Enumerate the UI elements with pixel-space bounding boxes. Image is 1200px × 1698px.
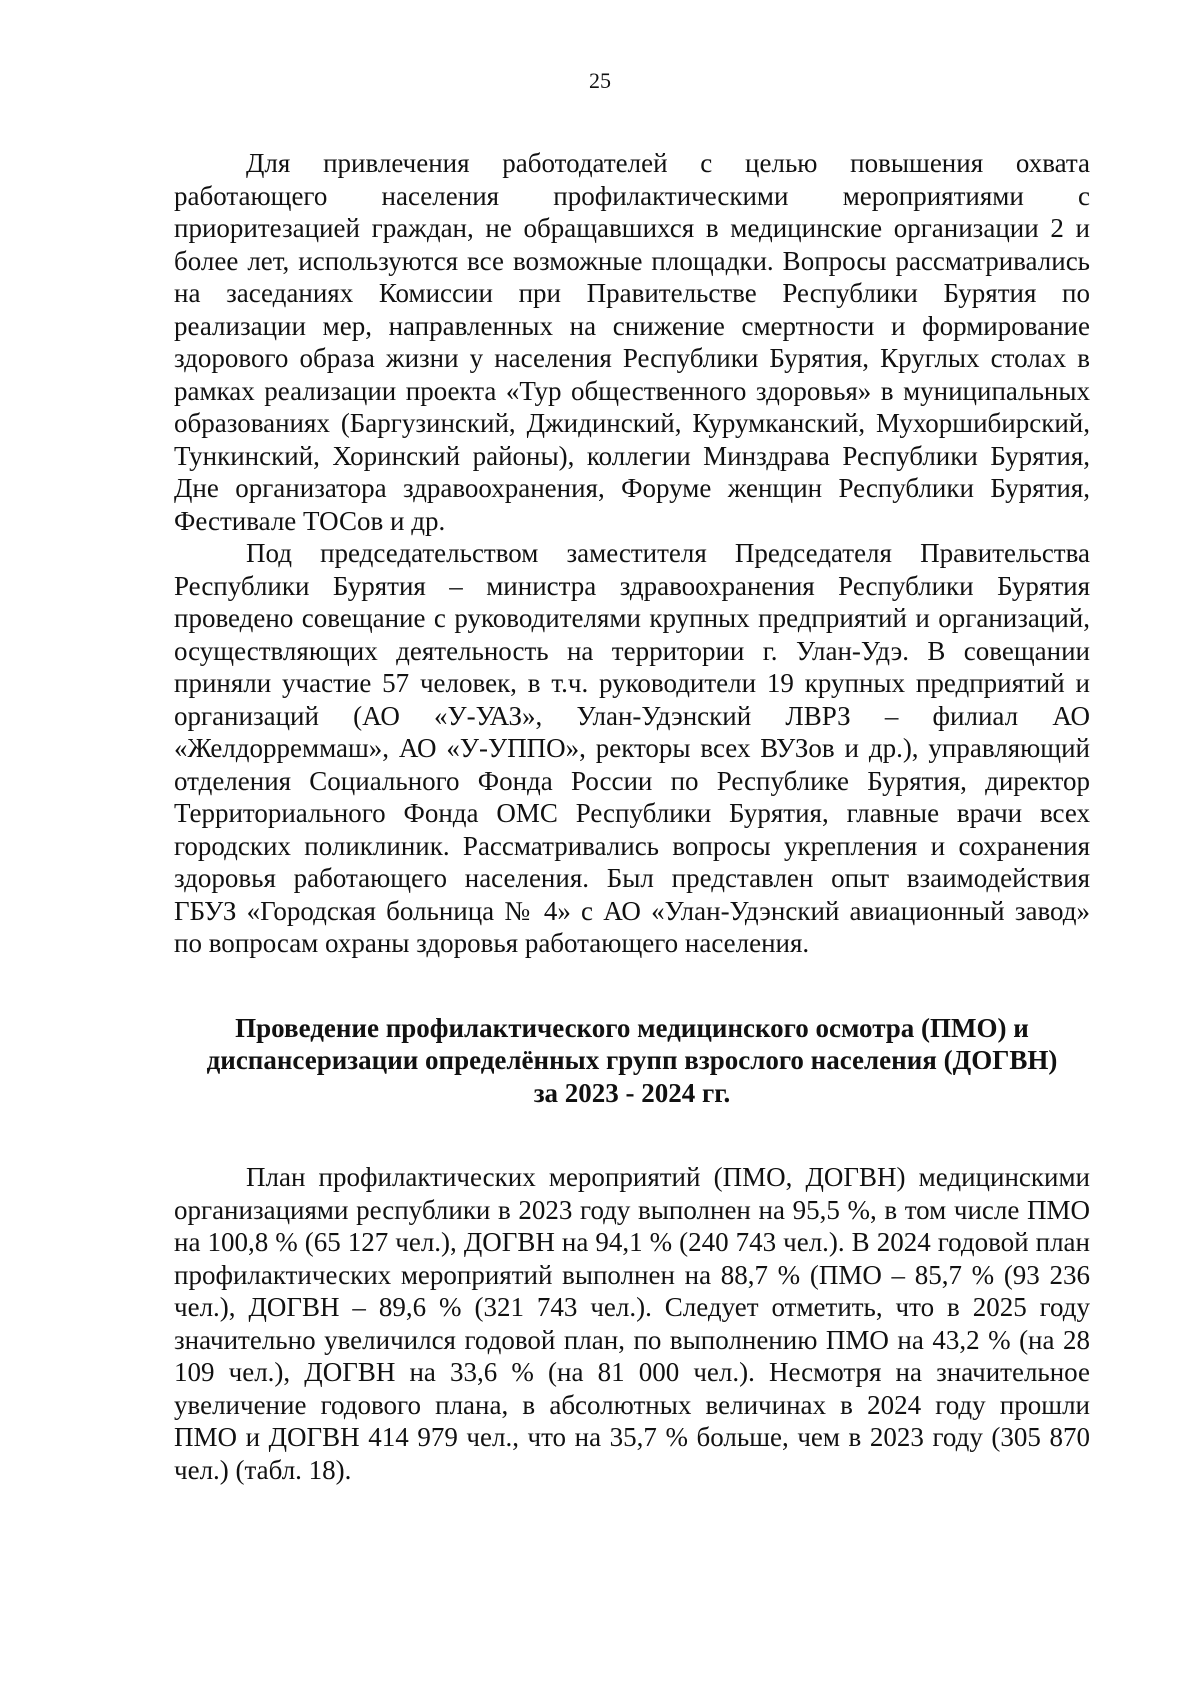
- section-heading-line: за 2023 - 2024 гг.: [533, 1077, 731, 1108]
- paragraph-employers-engagement: Для привлечения работодателей с целью повышения охвата работающего населения профилактическими мероприятиями с приоритезацией граждан, не обращавшихся в медицинские организации 2 и более лет, используются все возможные площадки. Вопросы рассматривались на заседаниях Комиссии при Правительстве Республики Бурятия по реализации мер, направленных на снижение смертности и формирование здорового образа жизни у населения Республики Бурятия, Круглых столах в рамках реализации проекта «Тур общественного здоровья» в муниципальных образованиях (Баргузинский, Джидинский, Курумканский, Мухоршибирский, Тункинский, Хоринский районы), коллегии Минздрава Республики Бурятия, Дне организатора здравоохранения, Форуме женщин Республики Бурятия, Фестивале ТОСов и др.: [174, 148, 1090, 536]
- section-heading-line: диспансеризации определённых групп взрослого населения (ДОГВН): [206, 1045, 1058, 1075]
- paragraph-plan-results: План профилактических мероприятий (ПМО, ДОГВН) медицинскими организациями республики в 2023 году выполнен на 95,5 %, в том числе ПМО на 100,8 % (65 127 чел.), ДОГВН на 94,1 % (240 743 чел.). В 2024 годовой план профилактических мероприятий выполнен на 88,7 % (ПМО – 85,7 % (93 236 чел.), ДОГВН – 89,6 % (321 743 чел.). Следует отметить, что в 2025 году значительно увеличился годовой план, по выполнению ПМО на 43,2 % (на 28 109 чел.), ДОГВН на 33,6 % (на 81 000 чел.). Несмотря на значительное увеличение годового плана, в абсолютных величинах в 2024 году прошли ПМО и ДОГВН 414 979 чел., что на 35,7 % больше, чем в 2023 году (305 870 чел.) (табл. 18).: [174, 1162, 1090, 1485]
- page-number: 25: [589, 68, 611, 93]
- paragraph-meeting: Под председательством заместителя Председателя Правительства Республики Бурятия – министра здравоохранения Республики Бурятия проведено совещание с руководителями крупных предприятий и организаций, осуществляющих деятельность на территории г. Улан-Удэ. В совещании приняли участие 57 человек, в т.ч. руководители 19 крупных предприятий и организаций (АО «У-УАЗ», Улан-Удэнский ЛВРЗ – филиал АО «Желдорреммаш», АО «У-УППО», ректоры всех ВУЗов и др.), управляющий отделения Социального Фонда России по Республике Бурятия, директор Территориального Фонда ОМС Республики Бурятия, главные врачи всех городских поликлиник. Рассматривались вопросы укрепления и сохранения здоровья работающего населения. Был представлен опыт взаимодействия ГБУЗ «Городская больница № 4» с АО «Улан-Удэнский авиационный завод» по вопросам охраны здоровья работающего населения.: [174, 538, 1090, 958]
- section-heading-line: Проведение профилактического медицинского осмотра (ПМО) и: [235, 1012, 1029, 1043]
- document-body: [174, 147, 1090, 1486]
- section-heading: [174, 1012, 1090, 1110]
